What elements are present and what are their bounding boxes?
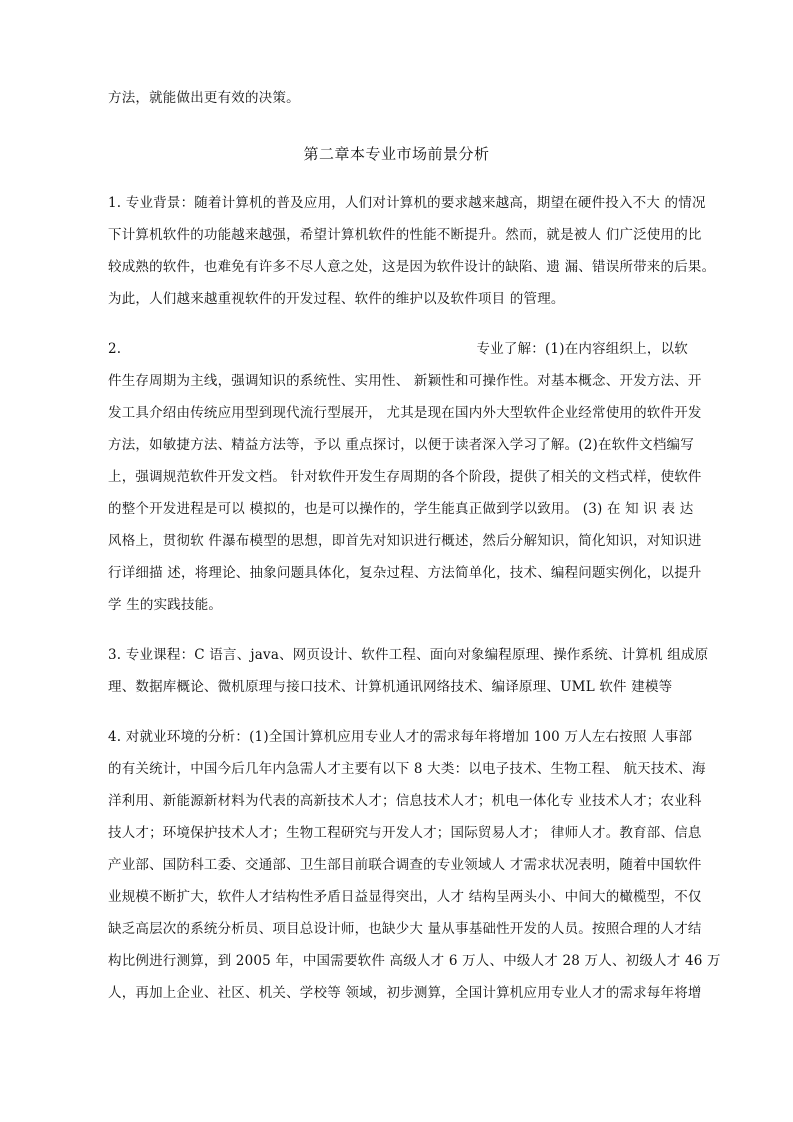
section-4-line: 产业部、国防科工委、交通部、卫生部目前联合调查的专业领域人 才需求状况表明，随着中国软件 <box>108 857 702 873</box>
section-2-line: 上，强调规范软件开发文档。 针对软件开发生存周期的各个阶段，提供了相关的文档式样，使软件 <box>108 469 702 485</box>
section-2-line: 风格上，贯彻软 件瀑布模型的思想，即首先对知识进行概述，然后分解知识，简化知识，对知识进 <box>108 533 702 549</box>
section-3-line: 理、数据库概论、微机原理与接口技术、计算机通讯网络技术、编译原理、UML 软件 建模等 <box>108 679 673 695</box>
intro-tail-text: 方法，就能做出更有效的决策。 <box>108 90 300 106</box>
section-2-first-line-text: 专业了解：(1)在内容组织上，以软 <box>476 341 688 357</box>
section-1-line: 下计算机软件的功能越来越强，希望计算机软件的性能不断提升。然而，就是被人 们广泛使用的比 <box>108 227 702 243</box>
chapter-title: 第二章本专业市场前景分析 <box>303 145 490 163</box>
section-2-line: 方法，如敏捷方法、精益方法等，予以 重点探讨，以便于读者深入学习了解。(2)在软件文档编写 <box>108 437 694 453</box>
section-4-line: 技人才；环境保护技术人才；生物工程研究与开发人才；国际贸易人才； 律师人才。教育部、信息 <box>108 825 702 841</box>
section-4-line: 4. 对就业环境的分析：(1)全国计算机应用专业人才的需求每年将增加 100 万人左右按照 人事部 <box>108 729 693 745</box>
section-4-line: 缺乏高层次的系统分析员、项目总设计师，也缺少大 量从事基础性开发的人员。按照合理的人才结 <box>108 921 702 937</box>
section-4-line: 业规模不断扩大，软件人才结构性矛盾日益显得突出，人才 结构呈两头小、中间大的橄榄型，不仅 <box>108 889 702 905</box>
section-1-line: 1. 专业背景：随着计算机的普及应用，人们对计算机的要求越来越高，期望在硬件投入不大 的情况 <box>108 195 706 211</box>
section-1-line: 为此，人们越来越重视软件的开发过程、软件的维护以及软件项目 的管理。 <box>108 291 565 307</box>
section-1-line: 较成熟的软件，也难免有许多不尽人意之处，这是因为软件设计的缺陷、遗 漏、错误所带来的后果。 <box>108 259 716 275</box>
section-4-line: 构比例进行测算，到 2005 年，中国需要软件 高级人才 6 万人、中级人才 28 万人、初级人才 46 万 <box>108 953 721 969</box>
section-2-line: 行详细描 述，将理论、抽象问题具体化，复杂过程、方法简单化，技术、编程问题实例化，以提升 <box>108 565 702 581</box>
section-4-line: 洋利用、新能源新材料为代表的高新技术人才；信息技术人才；机电一体化专 业技术人才；农业科 <box>108 793 702 809</box>
section-2-line: 的整个开发进程是可以 模拟的，也是可以操作的，学生能真正做到学以致用。 (3) 在 知 识 表 达 <box>108 501 694 517</box>
section-4-line: 人，再加上企业、社区、机关、学校等 领域，初步测算，全国计算机应用专业人才的需求每年将增 <box>108 985 702 1001</box>
section-2-line: 发工具介绍由传统应用型到现代流行型展开， 尤其是现在国内外大型软件企业经常使用的软件开发 <box>108 405 702 421</box>
section-3-line: 3. 专业课程：C 语言、java、网页设计、软件工程、面向对象编程原理、操作系统、计算机 组成原 <box>108 647 709 663</box>
section-2-line: 学 生的实践技能。 <box>108 597 223 613</box>
section-4-line: 的有关统计，中国今后几年内急需人才主要有以下 8 大类：以电子技术、生物工程、 航天技术、海 <box>108 761 706 777</box>
section-2-number: 2. <box>108 341 122 357</box>
section-2-line: 件生存周期为主线，强调知识的系统性、实用性、 新颖性和可操作性。对基本概念、开发方法、开 <box>108 373 702 389</box>
section-2-first-line <box>108 339 688 359</box>
